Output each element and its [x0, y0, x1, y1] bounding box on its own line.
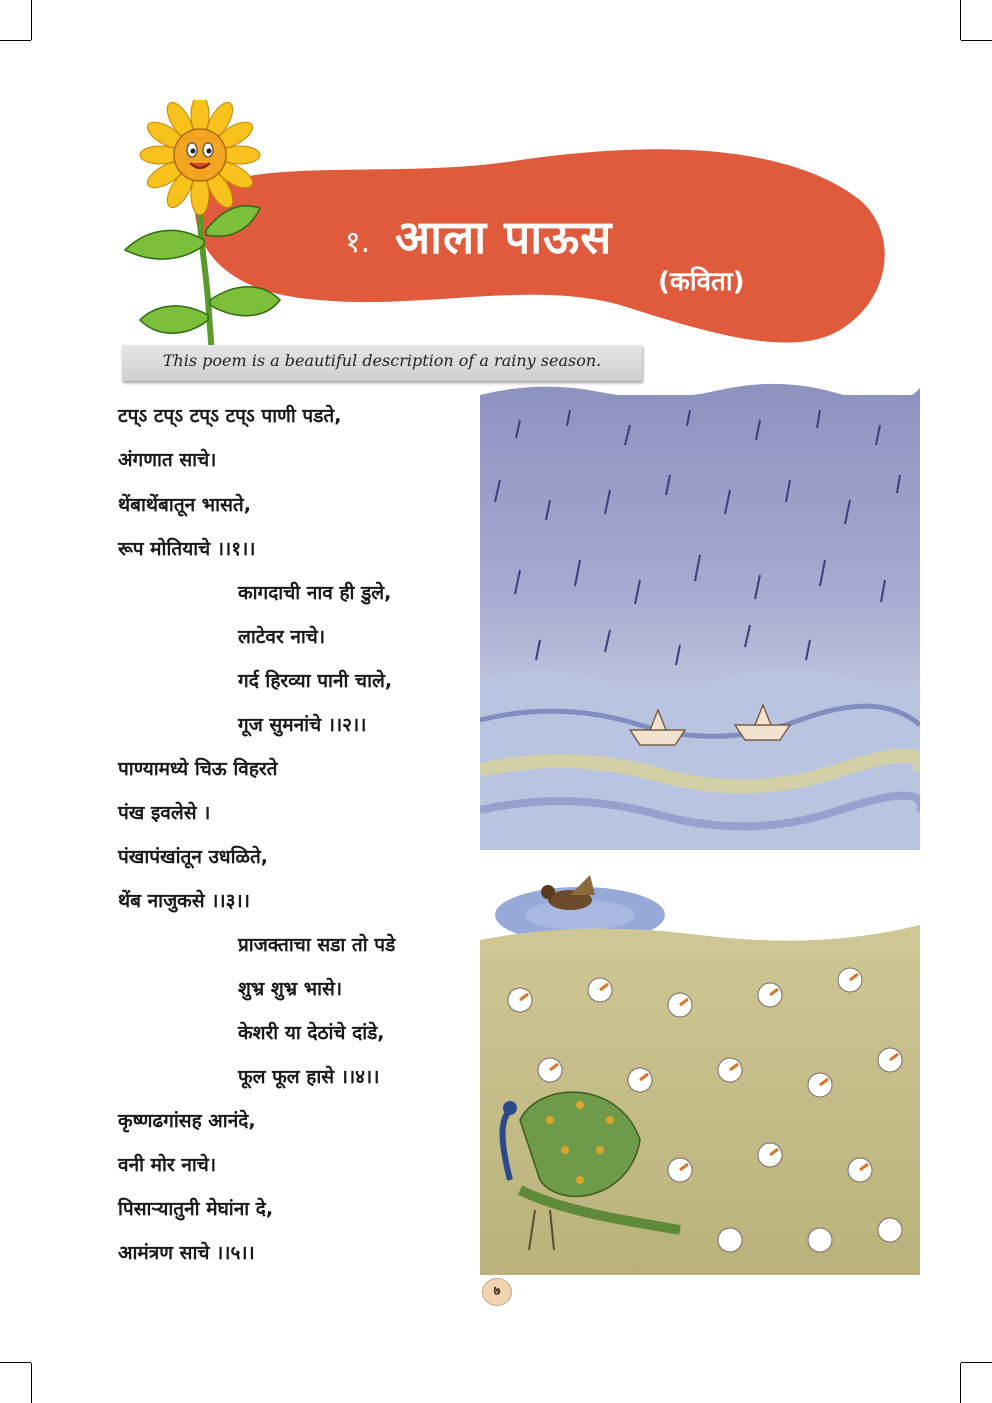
poem-line: रूप मोतियाचे ।।१।। — [118, 538, 256, 560]
lesson-number: १. — [345, 225, 371, 260]
crop-mark-br-h — [961, 1362, 992, 1363]
crop-mark-br-v — [960, 1363, 961, 1403]
poem-line: केशरी या देठांचे दांडे, — [238, 1022, 385, 1044]
poem-line: पंखापंखांतून उधळिते, — [118, 846, 269, 868]
poem-line: पाण्यामध्ये चिऊ विहरते — [118, 758, 278, 780]
intro-banner — [122, 345, 642, 381]
poem-line: अंगणात साचे। — [118, 449, 217, 471]
poem-line: वनी मोर नाचे। — [118, 1154, 217, 1176]
poem-line: कृष्णढगांसह आनंदे, — [118, 1110, 256, 1132]
crop-mark-bl-h — [0, 1362, 31, 1363]
poem-line: गर्द हिरव्या पानी चाले, — [238, 670, 393, 692]
crop-mark-bl-v — [31, 1363, 32, 1403]
crop-mark-tl-h — [0, 40, 31, 41]
poem-line: पिसाऱ्यातुनी मेघांना दे, — [118, 1198, 274, 1220]
lesson-title: आला पाऊस — [395, 210, 613, 264]
intro-text: This poem is a beautiful description of a rainy season. — [162, 351, 602, 370]
poem-line: आमंत्रण साचे ।।५।। — [118, 1242, 255, 1264]
crop-mark-tr-v — [960, 0, 961, 40]
crop-mark-tr-h — [961, 40, 992, 41]
lesson-subtitle: (कविता) — [658, 267, 745, 297]
sky-top-edge — [480, 384, 920, 402]
poem-line: पंख इवलेसे । — [118, 802, 211, 824]
poem-line: शुभ्र शुभ्र भासे। — [238, 978, 343, 1000]
page-number: ७ — [482, 1278, 512, 1306]
crop-mark-tl-v — [31, 0, 32, 40]
poem-line: टप्‌ऽ टप्‌ऽ टप्‌ऽ टप्‌ऽ पाणी पडते, — [118, 405, 342, 427]
poem-line: थेंबाथेंबातून भासते, — [118, 494, 251, 516]
poem-line: थेंब नाजुकसे ।।३।। — [118, 890, 250, 912]
poem-line: फूल फूल हासे ।।४।। — [238, 1066, 380, 1088]
rain-illustration — [480, 380, 920, 1275]
poem-line: गूज सुमनांचे ।।२।। — [238, 714, 367, 736]
poem-line: कागदाची नाव ही डुले, — [238, 582, 392, 604]
poem-line: लाटेवर नाचे। — [238, 626, 326, 648]
poem-line: प्राजक्ताचा सडा तो पडे — [238, 934, 396, 956]
